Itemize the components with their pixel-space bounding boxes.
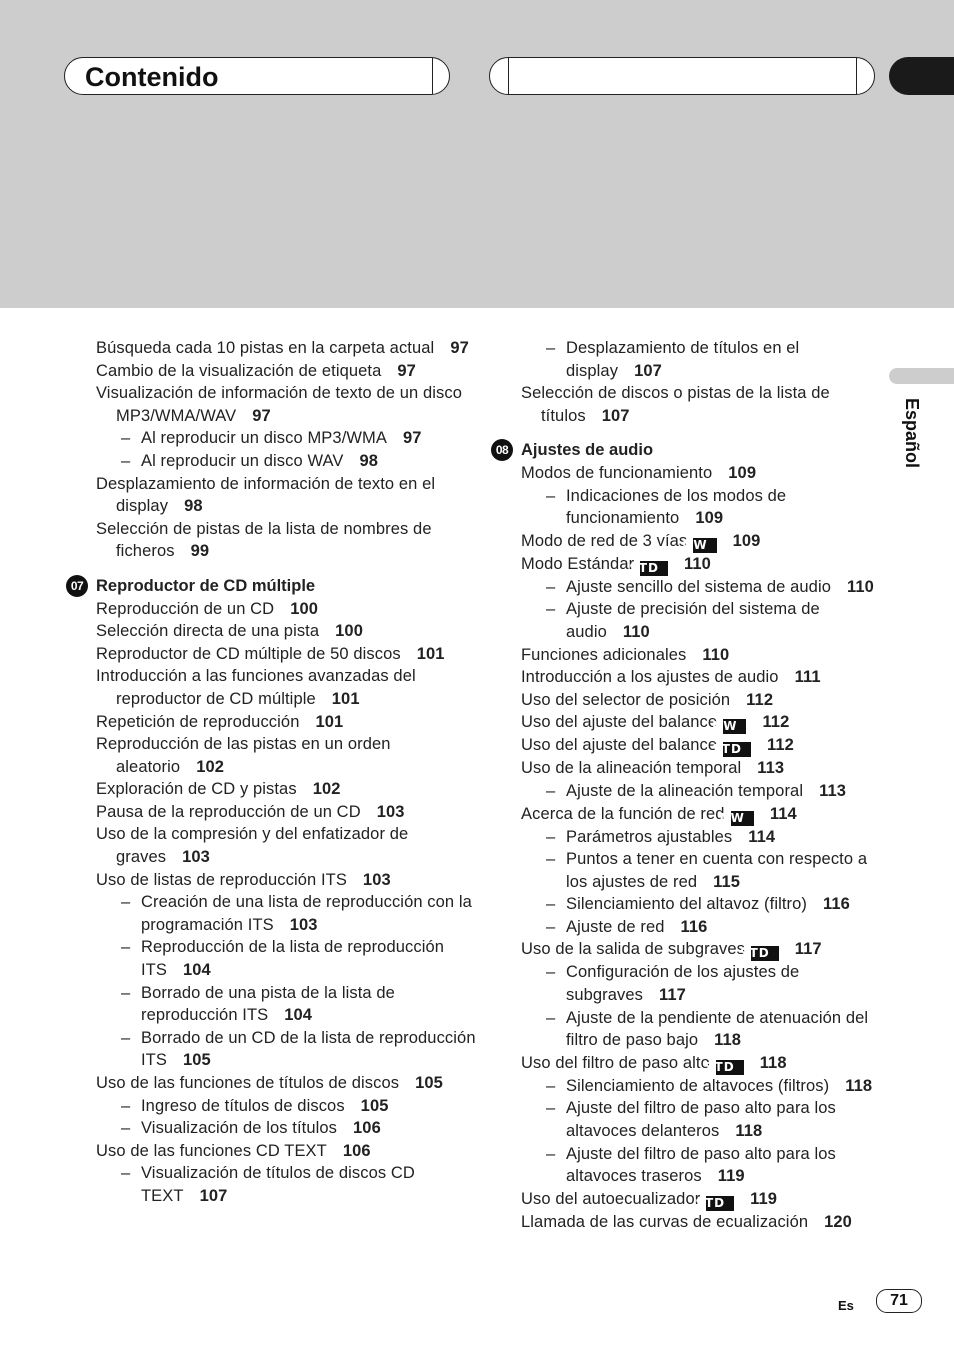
entry-text: Reproductor de CD múltiple de 50 discos xyxy=(96,644,401,663)
blank-header-box xyxy=(489,57,875,95)
section-title: Reproductor de CD múltiple xyxy=(96,576,316,595)
entry-text: Ajuste de la alineación temporal xyxy=(566,781,804,800)
entry-page-number: 105 xyxy=(182,1051,211,1070)
language-tab-marker xyxy=(889,368,954,384)
subentry-dash: – xyxy=(546,895,556,914)
toc-subentry[interactable] xyxy=(521,1007,881,1052)
entry-text: Al reproducir un disco WAV xyxy=(141,451,344,470)
entry-text: Desplazamiento de información de texto en el display xyxy=(96,474,436,516)
entry-page-number: 113 xyxy=(819,781,847,800)
toc-subentry[interactable] xyxy=(521,961,881,1006)
entry-text: Pausa de la reproducción de un CD xyxy=(96,802,361,821)
entry-text: Uso del filtro de paso alto xyxy=(521,1053,710,1072)
mode-badge: STD xyxy=(640,561,668,576)
entry-page-number: 115 xyxy=(713,872,741,891)
entry-page-number: 120 xyxy=(824,1212,852,1231)
toc-subentry[interactable] xyxy=(521,598,881,643)
entry-text: Funciones adicionales xyxy=(521,645,687,664)
section-number-badge: 08 xyxy=(491,439,513,461)
entry-page-number: 106 xyxy=(342,1141,371,1160)
entry-page-number: 99 xyxy=(190,542,210,561)
entry-page-number: 119 xyxy=(717,1167,745,1186)
subentry-dash: – xyxy=(121,938,131,957)
subentry-dash: – xyxy=(546,600,556,619)
entry-text: Búsqueda cada 10 pistas en la carpeta actual xyxy=(96,339,435,357)
entry-page-number: 110 xyxy=(847,577,874,596)
title-divider xyxy=(432,58,433,94)
entry-text: Uso del ajuste del balance xyxy=(521,736,718,755)
entry-page-number: 98 xyxy=(184,497,203,516)
toc-entry[interactable] xyxy=(96,473,476,518)
toc-entry[interactable] xyxy=(521,553,881,576)
toc-entry[interactable] xyxy=(96,778,476,801)
toc-entry[interactable] xyxy=(96,360,476,383)
toc-right-column xyxy=(495,337,881,1233)
subentry-dash: – xyxy=(546,486,556,505)
subentry-dash: – xyxy=(546,1076,556,1095)
mode-badge: STD xyxy=(723,742,751,757)
toc-entry[interactable] xyxy=(96,711,476,734)
page-title: Contenido xyxy=(85,62,219,92)
language-label-text: Español xyxy=(902,398,922,469)
entry-text: Reproducción de un CD xyxy=(96,599,275,618)
entry-text: Uso de listas de reproducción ITS xyxy=(96,870,347,889)
entry-page-number: 101 xyxy=(416,644,445,663)
header-band xyxy=(0,0,954,308)
toc-entry[interactable] xyxy=(96,337,476,360)
toc-subentry[interactable] xyxy=(96,982,476,1027)
entry-text: Configuración de los ajustes de subgraves xyxy=(566,963,800,1005)
subentry-dash: – xyxy=(121,893,131,912)
toc-entry[interactable] xyxy=(96,620,476,643)
entry-text: Ajuste de red xyxy=(566,917,665,936)
toc-entry[interactable] xyxy=(521,462,881,485)
toc-entry[interactable] xyxy=(96,823,476,868)
toc-entry[interactable] xyxy=(521,382,881,427)
entry-page-number: 118 xyxy=(845,1076,873,1095)
entry-page-number: 97 xyxy=(252,406,271,425)
toc-entry[interactable] xyxy=(96,801,476,824)
entry-page-number: 97 xyxy=(450,339,469,357)
toc-entry[interactable] xyxy=(521,1211,881,1234)
header-black-tab xyxy=(889,57,954,95)
entry-page-number: 103 xyxy=(289,915,318,934)
subentry-dash: – xyxy=(121,1164,131,1183)
entry-page-number: 97 xyxy=(397,361,416,380)
entry-text: Introducción a las funciones avanzadas del reproductor de CD múltiple xyxy=(96,667,416,708)
entry-page-number: 107 xyxy=(634,361,662,380)
toc-entry[interactable] xyxy=(96,1140,476,1163)
entry-page-number: 118 xyxy=(759,1053,787,1072)
entry-text: Borrado de un CD de la lista de reproducción ITS xyxy=(141,1028,476,1070)
toc-entry[interactable] xyxy=(96,598,476,621)
subentry-dash: – xyxy=(121,429,131,448)
entry-text: Uso del autoecualizador xyxy=(521,1189,701,1208)
toc-entry[interactable] xyxy=(521,666,881,689)
mode-badge: STD xyxy=(716,1060,744,1075)
toc-entry[interactable] xyxy=(521,644,881,667)
subentry-dash: – xyxy=(121,1028,131,1047)
entry-page-number: 105 xyxy=(360,1096,389,1115)
mode-badge: NW xyxy=(723,719,746,734)
entry-page-number: 109 xyxy=(695,509,724,528)
toc-entry[interactable] xyxy=(521,1052,881,1075)
toc-entry[interactable] xyxy=(521,938,881,961)
subentry-dash: – xyxy=(546,850,556,869)
toc-subentry[interactable] xyxy=(96,936,476,981)
entry-text: Ajuste de la pendiente de atenuación del filtro de paso bajo xyxy=(566,1008,869,1050)
entry-page-number: 103 xyxy=(376,802,405,821)
entry-page-number: 102 xyxy=(196,757,225,776)
toc-entry[interactable] xyxy=(521,530,881,553)
toc-section-heading[interactable] xyxy=(495,439,881,462)
entry-text: Silenciamiento de altavoces (filtros) xyxy=(566,1076,830,1095)
entry-text: Modos de funcionamiento xyxy=(521,463,713,482)
blank-box-divider-right xyxy=(856,58,857,94)
entry-page-number: 114 xyxy=(769,804,797,823)
subentry-dash: – xyxy=(546,1099,556,1118)
mode-badge: NW xyxy=(693,538,716,553)
entry-text: Borrado de una pista de la lista de reproducción ITS xyxy=(141,983,395,1025)
entry-text: Uso de las funciones CD TEXT xyxy=(96,1141,327,1160)
toc-subentry[interactable] xyxy=(521,826,881,849)
entry-text: Visualización de títulos de discos CD TEXT xyxy=(141,1164,415,1205)
toc-subentry[interactable] xyxy=(96,1117,476,1140)
toc-subentry[interactable] xyxy=(521,1075,881,1098)
toc-section-heading[interactable] xyxy=(70,575,476,598)
toc-entry[interactable] xyxy=(521,734,881,757)
entry-page-number: 103 xyxy=(182,848,210,867)
entry-text: Indicaciones de los modos de funcionamiento xyxy=(566,486,787,528)
entry-page-number: 113 xyxy=(757,759,785,778)
entry-text: Ajuste de precisión del sistema de audio xyxy=(566,600,820,641)
entry-text: Llamada de las curvas de ecualización xyxy=(521,1212,809,1231)
entry-page-number: 117 xyxy=(659,986,686,1005)
entry-text: Uso del ajuste del balance xyxy=(521,713,718,732)
entry-text: Visualización de los títulos xyxy=(141,1119,338,1138)
page-number: 71 xyxy=(876,1289,922,1313)
entry-page-number: 102 xyxy=(312,780,341,799)
toc-entry[interactable] xyxy=(96,733,476,778)
entry-text: Ajuste sencillo del sistema de audio xyxy=(566,577,831,596)
entry-text: Selección directa de una pista xyxy=(96,622,320,641)
entry-page-number: 117 xyxy=(794,940,822,959)
entry-page-number: 109 xyxy=(728,463,757,482)
entry-text: Introducción a los ajustes de audio xyxy=(521,668,779,687)
entry-text: Reproducción de la lista de reproducción ITS xyxy=(141,938,445,980)
entry-page-number: 100 xyxy=(335,622,363,641)
entry-text: Ajuste del filtro de paso alto para los altavoces traseros xyxy=(566,1144,836,1186)
entry-text: Cambio de la visualización de etiqueta xyxy=(96,361,382,380)
entry-page-number: 107 xyxy=(601,406,630,425)
entry-page-number: 112 xyxy=(766,736,794,755)
footer-language: Es xyxy=(838,1298,854,1313)
subentry-dash: – xyxy=(121,1096,131,1115)
entry-page-number: 100 xyxy=(290,599,319,618)
mode-badge: STD xyxy=(751,946,779,961)
section-title: Ajustes de audio xyxy=(521,441,654,460)
entry-text: Uso de las funciones de títulos de discos xyxy=(96,1074,400,1092)
entry-text: Puntos a tener en cuenta con respecto a los ajustes de red xyxy=(566,850,868,891)
subentry-dash: – xyxy=(546,1144,556,1163)
toc-left-column xyxy=(70,337,476,1208)
toc-entry[interactable] xyxy=(96,869,476,892)
toc-subentry[interactable] xyxy=(521,780,881,803)
toc-entry[interactable] xyxy=(96,643,476,666)
entry-page-number: 98 xyxy=(359,451,379,470)
entry-page-number: 118 xyxy=(714,1031,742,1050)
subentry-dash: – xyxy=(546,577,556,596)
toc-entry[interactable] xyxy=(521,803,881,826)
entry-text: Ingreso de títulos de discos xyxy=(141,1096,345,1115)
toc-subentry[interactable] xyxy=(521,485,881,530)
mode-badge: NW xyxy=(731,811,754,826)
entry-text: Uso de la salida de subgraves xyxy=(521,940,745,959)
toc-subentry[interactable] xyxy=(521,1143,881,1188)
toc-subentry[interactable] xyxy=(96,891,476,936)
entry-text: Visualización de información de texto de un disco MP3/WMA/WAV xyxy=(96,384,462,425)
entry-text: Parámetros ajustables xyxy=(566,827,733,846)
entry-text: Acerca de la función de red xyxy=(521,804,725,823)
toc-entry[interactable] xyxy=(521,1188,881,1211)
entry-text: Desplazamiento de títulos en el display xyxy=(566,339,800,380)
entry-page-number: 104 xyxy=(284,1006,313,1025)
toc-entry[interactable] xyxy=(96,382,476,427)
entry-text: Uso de la alineación temporal xyxy=(521,759,742,778)
entry-page-number: 104 xyxy=(182,961,211,980)
toc-subentry[interactable] xyxy=(96,1095,476,1118)
entry-page-number: 109 xyxy=(732,531,761,550)
entry-text: Ajuste del filtro de paso alto para los altavoces delanteros xyxy=(566,1099,836,1141)
language-side-label xyxy=(884,398,938,498)
toc-entry[interactable] xyxy=(96,518,476,563)
entry-page-number: 110 xyxy=(702,645,730,664)
toc-subentry[interactable] xyxy=(96,450,476,473)
entry-page-number: 118 xyxy=(735,1122,763,1141)
toc-subentry[interactable] xyxy=(96,427,476,450)
entry-text: Selección de pistas de la lista de nombres de ficheros xyxy=(96,519,432,561)
entry-page-number: 105 xyxy=(415,1074,443,1092)
entry-page-number: 101 xyxy=(331,689,360,708)
entry-text: Reproducción de las pistas en un orden aleatorio xyxy=(96,735,391,776)
entry-page-number: 116 xyxy=(823,895,850,914)
subentry-dash: – xyxy=(121,451,131,470)
entry-page-number: 119 xyxy=(750,1189,778,1208)
subentry-dash: – xyxy=(121,1119,131,1138)
toc-subentry[interactable] xyxy=(521,893,881,916)
subentry-dash: – xyxy=(546,827,556,846)
entry-page-number: 110 xyxy=(622,622,650,641)
entry-page-number: 106 xyxy=(353,1119,381,1138)
title-box xyxy=(64,57,450,95)
toc-entry[interactable] xyxy=(96,1072,476,1095)
entry-page-number: 112 xyxy=(762,713,790,732)
entry-text: Exploración de CD y pistas xyxy=(96,780,297,799)
entry-text: Uso del selector de posición xyxy=(521,690,731,709)
entry-text: Al reproducir un disco MP3/WMA xyxy=(141,429,387,448)
toc-subentry[interactable] xyxy=(521,916,881,939)
entry-text: Modo de red de 3 vías xyxy=(521,531,688,550)
mode-badge: STD xyxy=(706,1196,734,1211)
blank-box-divider-left xyxy=(508,58,509,94)
entry-page-number: 110 xyxy=(684,554,711,573)
entry-page-number: 116 xyxy=(680,917,708,936)
toc-subentry[interactable] xyxy=(521,337,881,382)
subentry-dash: – xyxy=(546,781,556,800)
subentry-dash: – xyxy=(546,963,556,982)
entry-text: Uso de la compresión y del enfatizador de graves xyxy=(96,825,409,867)
subentry-dash: – xyxy=(546,1008,556,1027)
subentry-dash: – xyxy=(546,917,556,936)
entry-page-number: 107 xyxy=(199,1186,228,1205)
entry-page-number: 111 xyxy=(794,668,821,687)
subentry-dash: – xyxy=(121,983,131,1002)
entry-text: Creación de una lista de reproducción con la programación ITS xyxy=(141,893,472,934)
toc-subentry[interactable] xyxy=(96,1162,476,1207)
entry-page-number: 101 xyxy=(315,712,344,731)
toc-entry[interactable] xyxy=(96,665,476,710)
toc-entry[interactable] xyxy=(521,689,881,712)
toc-entry[interactable] xyxy=(521,757,881,780)
toc-subentry[interactable] xyxy=(521,576,881,599)
toc-subentry[interactable] xyxy=(96,1027,476,1072)
entry-text: Modo Estándar xyxy=(521,554,635,573)
entry-text: Repetición de reproducción xyxy=(96,712,300,731)
entry-page-number: 112 xyxy=(746,690,774,709)
entry-text: Silenciamiento del altavoz (filtro) xyxy=(566,895,808,914)
entry-page-number: 114 xyxy=(748,827,776,846)
subentry-dash: – xyxy=(546,339,556,357)
toc-subentry[interactable] xyxy=(521,848,881,893)
toc-subentry[interactable] xyxy=(521,1097,881,1142)
toc-entry[interactable] xyxy=(521,711,881,734)
entry-page-number: 103 xyxy=(362,870,391,889)
section-number-badge: 07 xyxy=(66,575,88,597)
entry-page-number: 97 xyxy=(403,429,422,448)
entry-text: Selección de discos o pistas de la lista de títulos xyxy=(521,384,830,425)
